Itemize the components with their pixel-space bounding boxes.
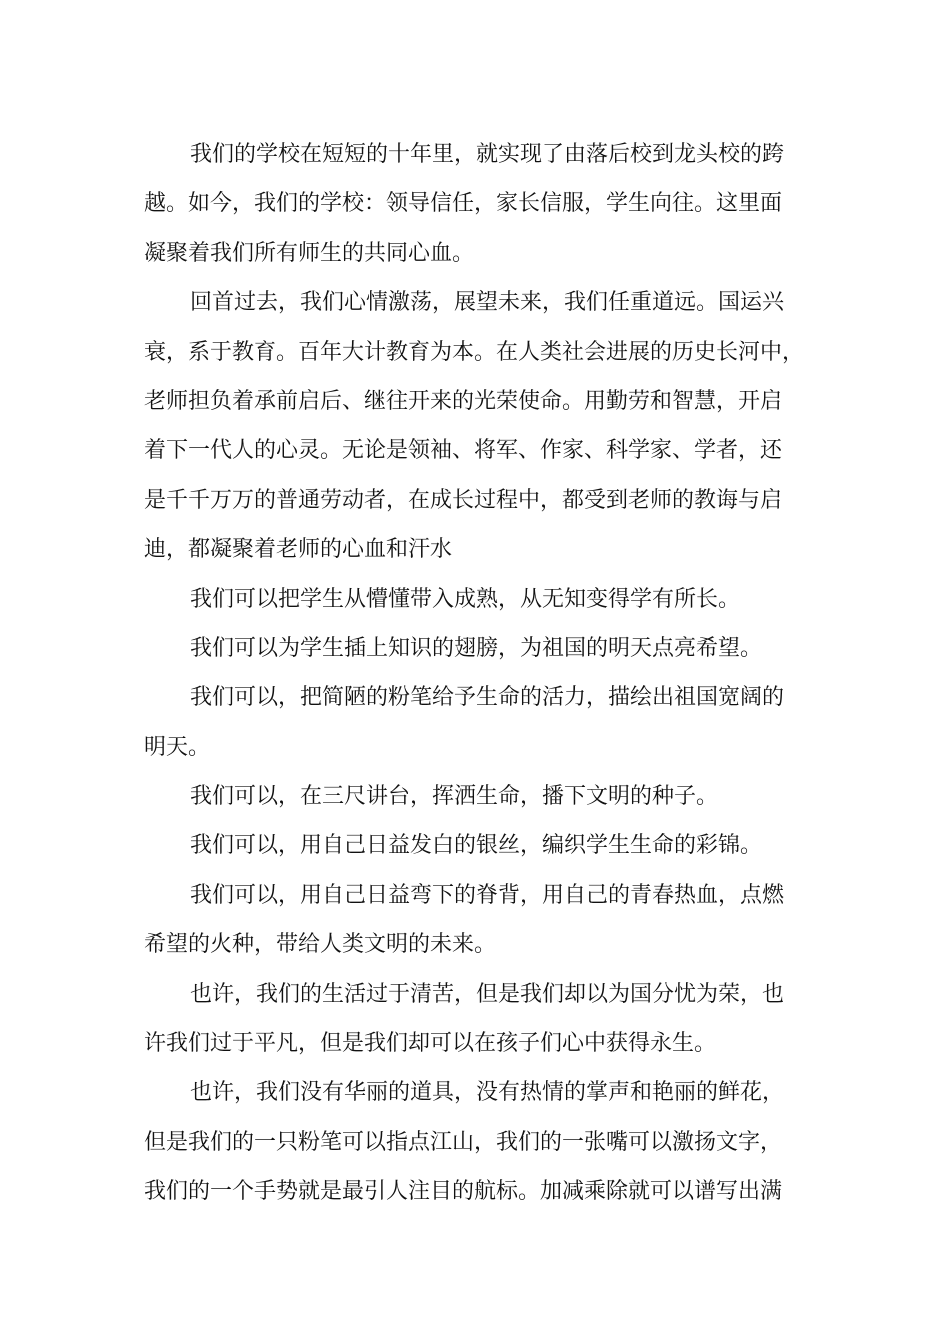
text-line: 但是我们的一只粉笔可以指点江山，我们的一张嘴可以激扬文字， (144, 1129, 783, 1155)
text-line: 希望的火种，带给人类文明的未来。 (144, 932, 497, 958)
text-line: 回首过去，我们心情激荡，展望未来，我们任重道远。国运兴 (190, 290, 785, 316)
text-line: 我们可以，在三尺讲台，挥洒生命，播下文明的种子。 (190, 784, 719, 810)
text-line: 是千千万万的普通劳动者，在成长过程中，都受到老师的教诲与启 (144, 487, 783, 513)
text-line: 我们可以为学生插上知识的翅膀，为祖国的明天点亮希望。 (190, 635, 763, 661)
text-line: 着下一代人的心灵。无论是领袖、将军、作家、科学家、学者，还 (144, 438, 783, 464)
text-line: 我们可以，用自己日益发白的银丝，编织学生生命的彩锦。 (190, 833, 763, 859)
text-line: 我们可以把学生从懵懂带入成熟，从无知变得学有所长。 (190, 586, 741, 612)
text-line: 我们的学校在短短的十年里，就实现了由落后校到龙头校的跨 (190, 142, 785, 167)
text-line: 凝聚着我们所有师生的共同心血。 (144, 240, 475, 266)
text-line: 明天。 (144, 734, 211, 760)
text-line: 我们的一个手势就是最引人注目的航标。加减乘除就可以谱写出满 (144, 1179, 783, 1205)
text-line: 老师担负着承前启后、继往开来的光荣使命。用勤劳和智慧，开启 (144, 388, 783, 414)
text-line: 衰，系于教育。百年大计教育为本。在人类社会进展的历史长河中， (144, 339, 805, 365)
text-line: 也许，我们没有华丽的道具，没有热情的掌声和艳丽的鲜花， (190, 1080, 785, 1106)
text-line: 越。如今，我们的学校：领导信任，家长信服，学生向往。这里面 (144, 191, 783, 217)
text-line: 迪，都凝聚着老师的心血和汗水 (144, 537, 453, 563)
document-body (144, 130, 808, 1217)
text-line: 也许，我们的生活过于清苦，但是我们却以为国分忧为荣，也 (190, 981, 785, 1007)
text-line: 许我们过于平凡，但是我们却可以在孩子们心中获得永生。 (144, 1031, 717, 1057)
text-line: 我们可以，用自己日益弯下的脊背，用自己的青春热血，点燃 (190, 882, 785, 908)
text-line: 我们可以，把简陋的粉笔给予生命的活力，描绘出祖国宽阔的 (190, 685, 785, 711)
